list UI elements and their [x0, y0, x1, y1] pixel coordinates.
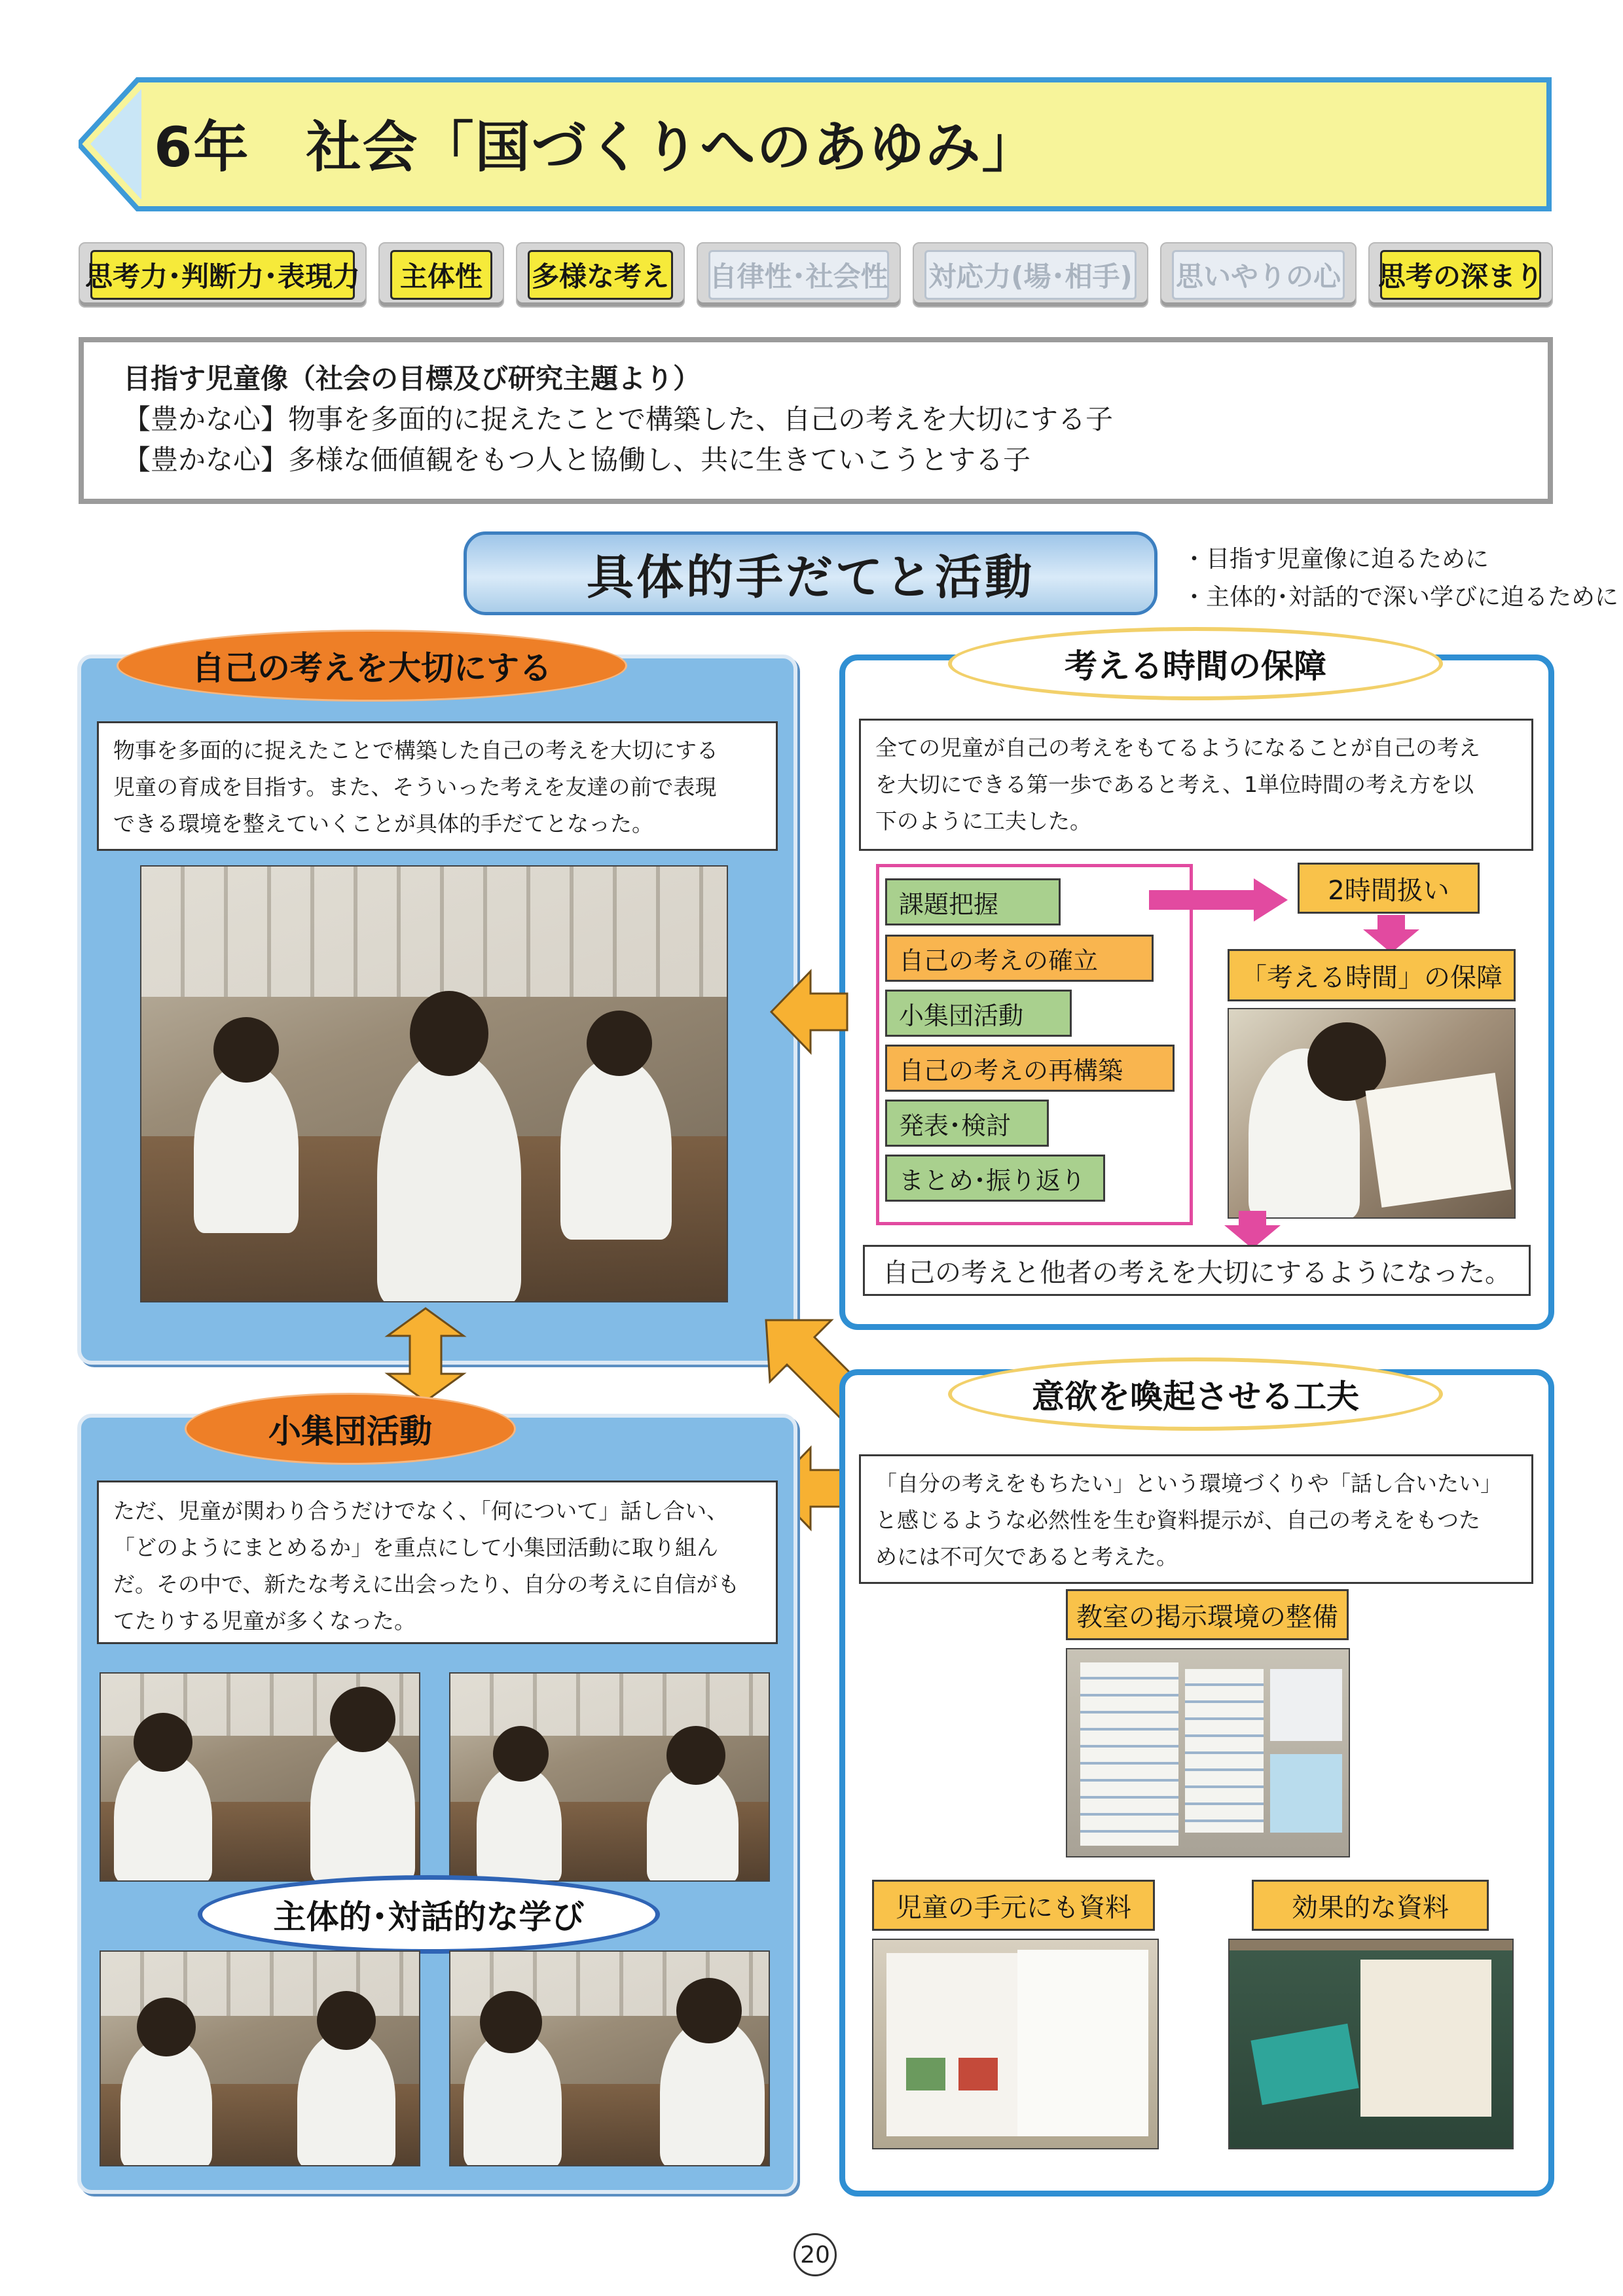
group-photo-2 — [449, 1672, 770, 1882]
result-text: 自己の考えと他者の考えを大切にするようになった。 — [863, 1245, 1531, 1296]
self-thinking-description — [97, 721, 778, 851]
panel-group-activity-heading: 小集団活動 — [185, 1393, 516, 1465]
tag-label: 自律性･社会性 — [708, 250, 889, 300]
group-photo-4 — [449, 1950, 770, 2166]
student-writing-photo — [1228, 1008, 1516, 1219]
measures-note: ・目指す児童像に迫るために — [1182, 546, 1489, 573]
blackboard-materials-photo — [1228, 1939, 1514, 2149]
description-line: てたりする児童が多くなった。 — [113, 1608, 416, 1634]
tag-label: 対応力(場･相手) — [924, 250, 1137, 300]
tag-label: 思考の深まり — [1380, 250, 1541, 300]
description-line: ただ、児童が関わり合うだけでなく、「何について」話し合い、 — [113, 1498, 729, 1524]
goal-line: 【豊かな心】多様な価値観をもつ人と協働し、共に生きていこうとする子 — [123, 444, 1031, 476]
measures-heading: 具体的手だてと活動 — [464, 531, 1158, 615]
title-banner — [79, 77, 1552, 211]
group-photo-3 — [100, 1950, 420, 2166]
panel-thinking-time-heading: 考える時間の保障 — [948, 627, 1443, 700]
description-line: 児童の育成を目指す。また、そういった考えを友達の前で表現 — [113, 774, 717, 800]
orange-arrow-left-icon — [765, 966, 850, 1058]
step-summary: まとめ･振り返り — [885, 1155, 1105, 1202]
tag-adaptability — [913, 242, 1148, 308]
description-line: できる環境を整えていくことが具体的手だてとなった。 — [113, 811, 653, 836]
orange-double-arrow-icon — [380, 1306, 471, 1404]
tag-label: 思いやりの心 — [1172, 250, 1345, 300]
goal-box — [79, 337, 1553, 504]
step-rebuild-idea: 自己の考えの再構築 — [885, 1045, 1175, 1092]
thinking-time-description — [859, 719, 1533, 851]
step-group-activity: 小集団活動 — [885, 990, 1072, 1037]
step-presentation: 発表･検討 — [885, 1100, 1049, 1147]
goal-heading: 目指す児童像（社会の目標及び研究主題より） — [123, 363, 701, 395]
active-dialogue-heading: 主体的･対話的な学び — [198, 1875, 660, 1954]
panel-motivation-heading: 意欲を喚起させる工夫 — [948, 1357, 1443, 1431]
page-number: 20 — [793, 2233, 837, 2276]
two-hours-label: 2時間扱い — [1298, 863, 1480, 914]
description-line: を大切にできる第一歩であると考え、1単位時間の考え方を以 — [875, 772, 1474, 797]
bulletin-board-photo — [1066, 1648, 1350, 1857]
goal-line: 【豊かな心】物事を多面的に捉えたことで構築した、自己の考えを大切にする子 — [123, 403, 1114, 435]
panel-self-thinking-heading: 自己の考えを大切にする — [117, 630, 627, 702]
step-own-idea: 自己の考えの確立 — [885, 935, 1154, 982]
group-activity-description — [97, 1480, 778, 1644]
pink-arrow-down-icon — [1362, 915, 1421, 954]
effective-materials-label: 効果的な資料 — [1252, 1880, 1489, 1931]
description-line: だ。その中で、新たな考えに出会ったり、自分の考えに自信がも — [113, 1571, 740, 1597]
description-line: 「自分の考えをもちたい」という環境づくりや「話し合いたい」 — [875, 1471, 1502, 1496]
description-line: 物事を多面的に捉えたことで構築した自己の考えを大切にする — [113, 738, 718, 763]
tag-label: 思考力･判断力･表現力 — [90, 250, 355, 300]
tag-compassion — [1160, 242, 1357, 308]
description-line: と感じるような必然性を生む資料提示が、自己の考えをもつた — [875, 1507, 1480, 1533]
tag-label: 主体性 — [390, 250, 492, 300]
description-line: 「どのようにまとめるか」を重点にして小集団活動に取り組ん — [113, 1535, 718, 1560]
tag-initiative — [378, 242, 504, 308]
description-line: 全ての児童が自己の考えをもてるようになることが自己の考え — [875, 735, 1480, 761]
classroom-photo-hands-raised — [140, 865, 728, 1302]
tag-diverse-thinking — [516, 242, 685, 308]
handout-photo — [872, 1939, 1159, 2149]
pink-arrow-down-icon — [1223, 1211, 1283, 1250]
measures-note: ・主体的･対話的で深い学びに迫るために — [1182, 584, 1619, 611]
tag-deep-thinking — [1368, 242, 1553, 308]
classroom-display-label: 教室の掲示環境の整備 — [1066, 1589, 1349, 1640]
description-line: めには不可欠であると考えた。 — [875, 1544, 1178, 1570]
thinking-time-label: 「考える時間」の保障 — [1228, 949, 1516, 1001]
step-problem: 課題把握 — [885, 878, 1061, 925]
page-title: 6年 社会「国づくりへのあゆみ」 — [154, 115, 1038, 179]
tag-autonomy — [697, 242, 901, 308]
motivation-description — [859, 1454, 1533, 1584]
tag-label: 多様な考え — [528, 250, 673, 300]
tag-thinking — [79, 242, 367, 308]
group-photo-1 — [100, 1672, 420, 1882]
description-line: 下のように工夫した。 — [875, 808, 1091, 834]
pink-arrow-right-icon — [1149, 877, 1293, 923]
handout-label: 児童の手元にも資料 — [872, 1880, 1155, 1931]
